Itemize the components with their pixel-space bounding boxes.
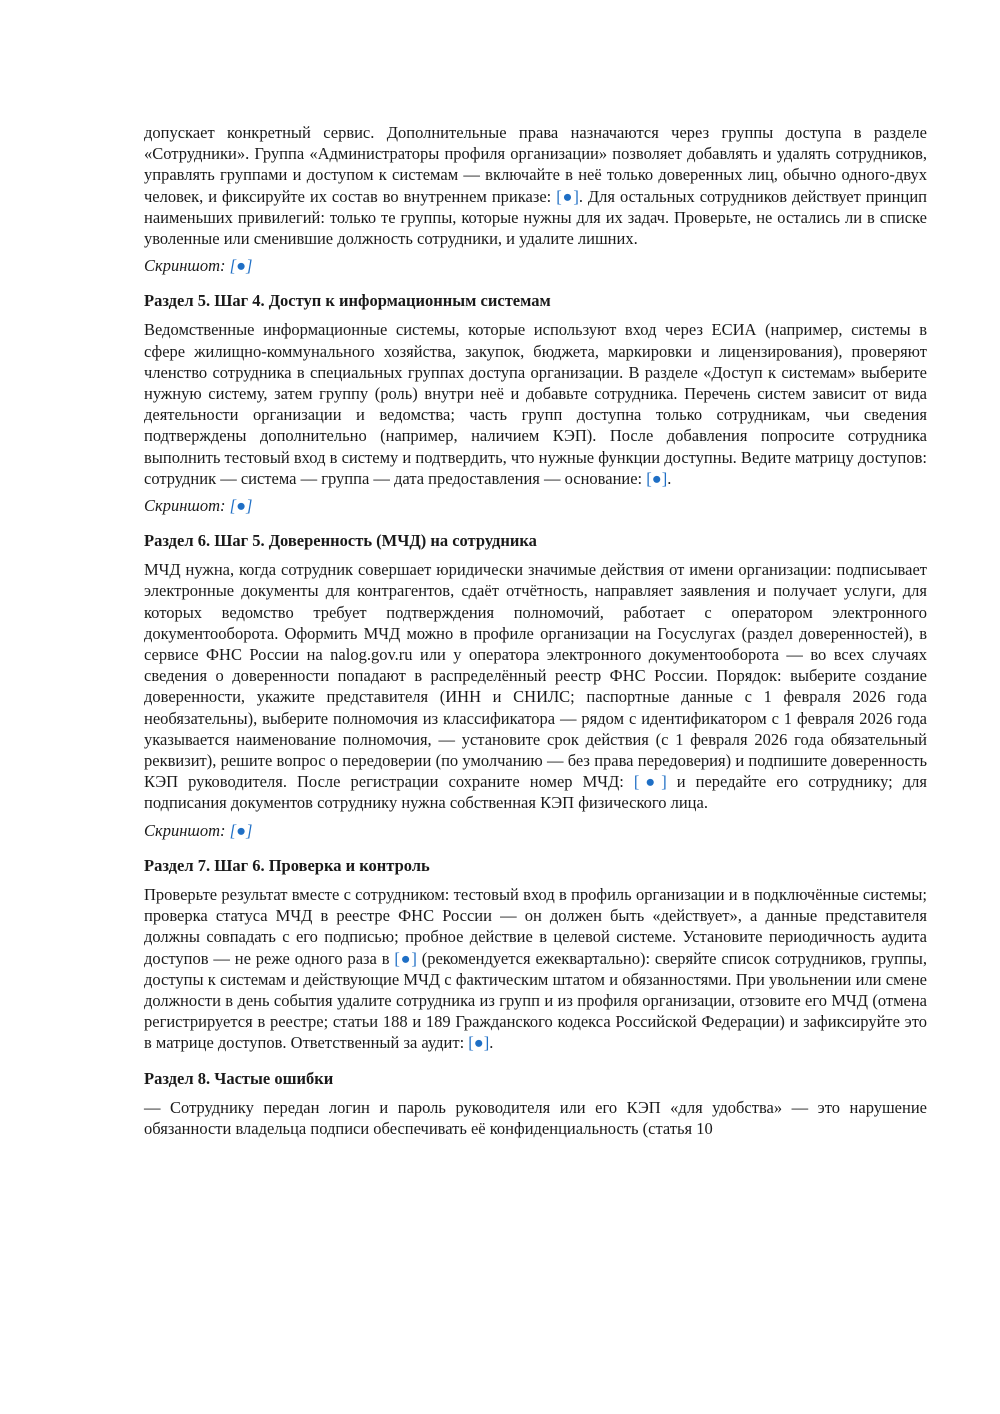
screenshot-label: Скриншот: [144,820,230,840]
text-fragment: . [667,468,672,488]
text-fragment: . Для остальных сотрудников действует принцип наименьших привилегий: только те группы, которые нужны для их задач. Проверьте, не остались ли в списке уволенные или сменившие должность сотрудники, и удалите лишних. [144,186,928,249]
placeholder-marker: [●] [229,496,253,516]
section-6-paragraph [144,559,927,813]
placeholder-marker: [●] [646,468,668,488]
text-fragment: и передайте его сотруднику; для подписания документов сотруднику нужна собственная КЭП физического лица. [144,772,927,813]
section-7-heading: Раздел 7. Шаг 6. Проверка и контроль [144,855,430,875]
text-fragment: (рекомендуется ежеквартально): сверяйте список сотрудников, группы, доступы к системам и действующие МЧД с фактическим штатом и обязанностями. При увольнении или смене должности в день события удалите сотрудника из групп и из профиля организации, отзовите его МЧД (отмена регистрируется в реестре; статьи 188 и 189 Гражданского кодекса Российской Федерации) и зафиксируйте это в матрице доступов. Ответственный за аудит: [144,948,927,1053]
placeholder-marker: [●] [229,820,253,840]
section-8-paragraph [144,1097,927,1139]
placeholder-marker: [●] [229,256,253,276]
placeholder-marker: [●] [394,948,417,968]
document-content [144,122,927,1145]
placeholder-marker: [●] [556,186,579,206]
screenshot-caption [144,255,927,276]
section-5-heading: Раздел 5. Шаг 4. Доступ к информационным системам [144,291,551,311]
text-fragment: допускает конкретный сервис. Дополнительные права назначаются через группы доступа в разделе «Сотрудники». Группа «Администраторы профиля организации» позволяет добавлять и удалять сотрудников, управлять группами и доступом к системам — включайте в неё только доверенных лиц, обычно одного-двух человек, и фиксируйте их состав во внутреннем приказе: [144,123,927,206]
section-6-heading: Раздел 6. Шаг 5. Доверенность (МЧД) на сотрудника [144,531,537,551]
text-fragment: Проверьте результат вместе с сотрудником: тестовый вход в профиль организации и в подключённые системы; проверка статуса МЧД в реестре ФНС России — он должен быть «действует», а данные представителя должны совпадать с его подписью; пробное действие в целевой системе. Установите периодичность аудита доступов — не реже одного раза в [144,884,927,968]
screenshot-caption [144,820,927,841]
screenshot-caption [144,495,927,516]
screenshot-label: Скриншот: [144,496,230,516]
section-5-paragraph [144,319,927,489]
text-fragment: Ведомственные информационные системы, которые используют вход через ЕСИА (например, системы в сфере жилищно-коммунального хозяйства, закупок, бюджета, маркировки и лицензирования), проверяют членство сотрудника в специальных группах доступа организации. В разделе «Доступ к системам» выберите нужную систему, затем группу (роль) внутри неё и добавьте сотрудника. Перечень систем зависит от вида деятельности организации и ведомства; часть групп доступна только сотрудникам, чьи сведения подтверждены дополнительно (например, наличием КЭП). После добавления попросите сотрудника выполнить тестовый вход в систему и подтвердить, что нужные функции доступны. Ведите матрицу доступов: сотрудник — система — группа — дата предоставления — основание: [144,320,927,488]
text-fragment: . [489,1033,494,1053]
text-fragment: МЧД нужна, когда сотрудник совершает юридически значимые действия от имени организации: подписывает электронные документы для контрагентов, сдаёт отчётность, направляет заявления и получает услуги, для которых ведомство требует подтверждения полномочий, работает с оператором электронного документооборота. Оформить МЧД можно в профиле организации на Госуслугах (раздел доверенностей), в сервисе ФНС России на nalog.gov.ru или у оператора электронного документооборота — во всех случаях сведения о доверенности попадают в распределённый реестр ФНС России. Порядок: выберите создание доверенности, укажите представителя (ИНН и СНИЛС; паспортные данные с 1 февраля 2026 года необязательны), выберите полномочия из классификатора — рядом с идентификатором с 1 февраля 2026 года указывается наименование полномочия, — установите срок действия (с 1 февраля 2026 года обязательный реквизит), решите вопрос о передоверии (по умолчанию — без права передоверия) и подпишите доверенность КЭП руководителя. После регистрации сохраните номер МЧД: [144,560,927,792]
intro-paragraph [144,122,927,249]
screenshot-label: Скриншот: [144,256,230,276]
placeholder-marker: [●] [633,772,667,792]
section-8-heading: Раздел 8. Частые ошибки [144,1068,334,1088]
placeholder-marker: [●] [468,1033,490,1053]
section-7-paragraph [144,884,927,1054]
text-fragment: — Сотруднику передан логин и пароль руководителя или его КЭП «для удобства» — это нарушение обязанности владельца подписи обеспечивать её конфиденциальность (статья 10 [144,1097,927,1138]
